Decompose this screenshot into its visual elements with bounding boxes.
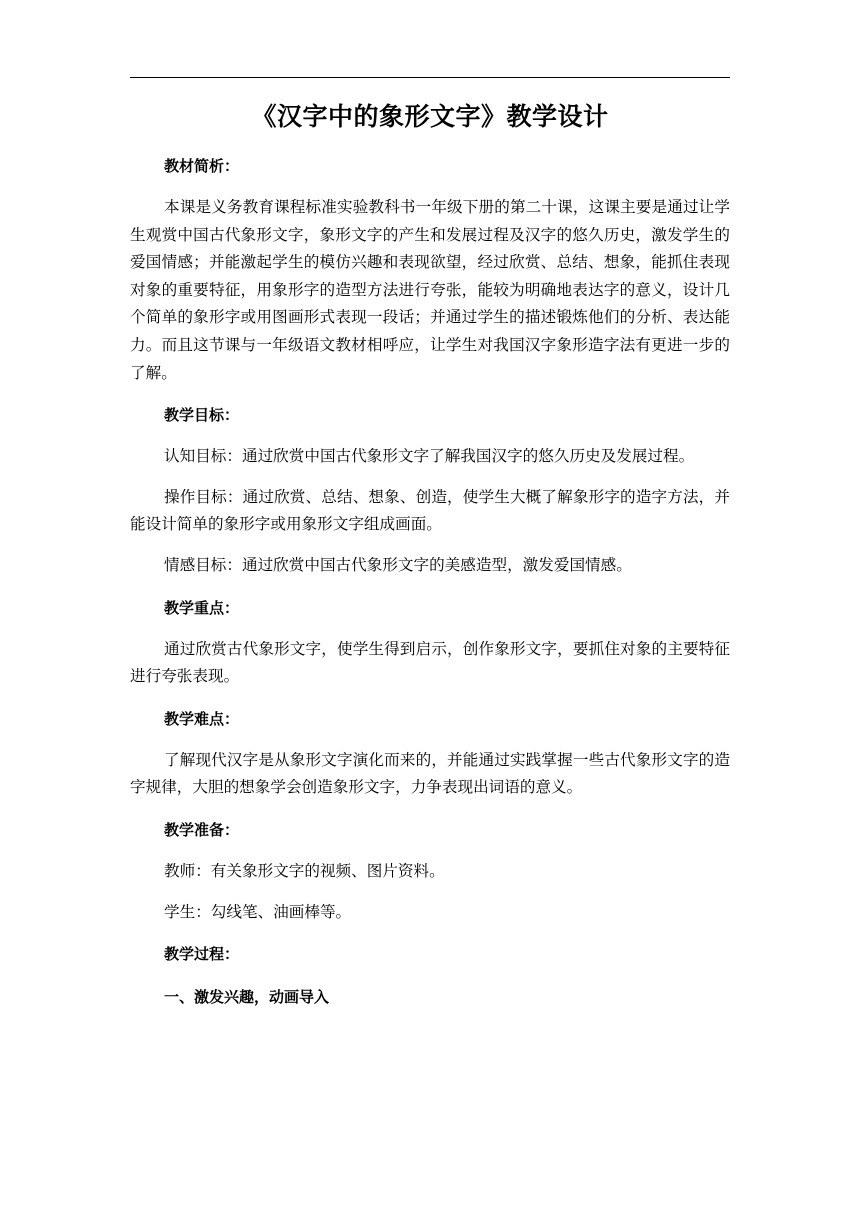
process-heading: 教学过程： <box>164 945 240 964</box>
goals-heading: 教学目标： <box>164 406 240 425</box>
focus-heading: 教学重点： <box>164 598 240 617</box>
difficulty-paragraph: 了解现代汉字是从象形文字演化而来的，并能通过实践掌握一些古代象形文字的造字规律，大胆的想象学会创造象形文字，力争表现出词语的意义。 <box>130 750 730 797</box>
prep-heading: 教学准备： <box>164 820 240 839</box>
header-rule <box>130 77 730 78</box>
difficulty-heading: 教学难点： <box>164 709 240 728</box>
analysis-paragraph: 本课是义务教育课程标准实验教科书一年级下册的第二十课，这课主要是通过让学生观赏中国古代象形文字，象形文字的产生和发展过程及汉字的悠久历史，激发学生的爱国情感；并能激起学生的模仿兴趣和表现欲望，经过欣赏、总结、想象，能抓住表现对象的重要特征，用象形字的造型方法进行夸张，能较为明确地表达字的意义，设计几个简单的象形字或用图画形式表现一段话；并通过学生的描述锻炼他们的分析、表达能力。而且这节课与一年级语文教材相呼应，让学生对我国汉字象形造字法有更进一步的了解。 <box>130 198 730 382</box>
analysis-heading: 教材简析： <box>164 157 240 175</box>
prep-student-paragraph: 学生：勾线笔、油画棒等。 <box>164 902 352 921</box>
goal-operation-paragraph: 操作目标：通过欣赏、总结、想象、创造，使学生大概了解象形字的造字方法，并能设计简单的象形字或用象形文字组成画面。 <box>130 487 730 534</box>
document-body <box>130 97 730 1025</box>
step-one-heading: 一、激发兴趣，动画导入 <box>164 988 330 1007</box>
goal-cognitive-paragraph: 认知目标：通过欣赏中国古代象形文字了解我国汉字的悠久历史及发展过程。 <box>164 447 695 466</box>
focus-paragraph: 通过欣赏古代象形文字，使学生得到启示，创作象形文字，要抓住对象的主要特征进行夸张表现。 <box>130 639 730 686</box>
document-title: 《汉字中的象形文字》教学设计 <box>251 102 609 131</box>
prep-teacher-paragraph: 教师：有关象形文字的视频、图片资料。 <box>164 861 445 880</box>
goal-emotion-paragraph: 情感目标：通过欣赏中国古代象形文字的美感造型，激发爱国情感。 <box>164 555 632 574</box>
